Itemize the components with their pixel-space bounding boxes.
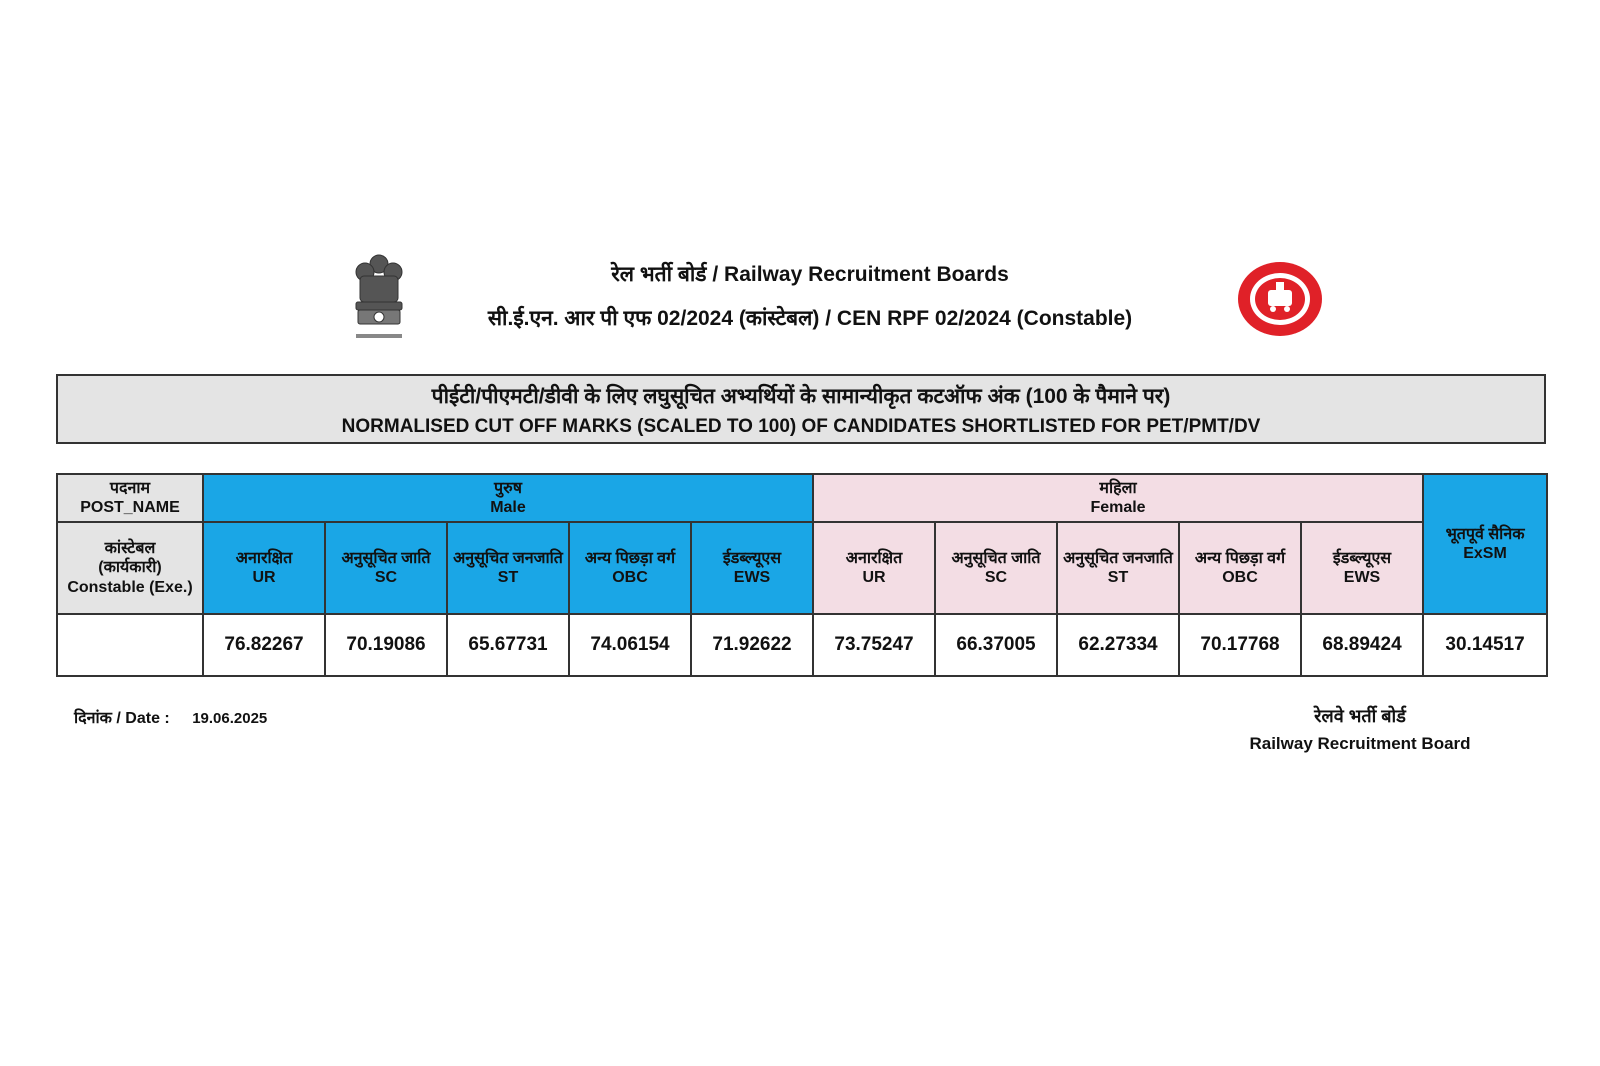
- table-category-header-row: [57, 522, 1547, 614]
- table-group-header-row: [57, 474, 1547, 522]
- category-hindi: अनुसूचित जाति: [951, 549, 1041, 567]
- date-value: 19.06.2025: [192, 710, 268, 727]
- indian-railways-logo-icon: [1236, 260, 1324, 338]
- value-male-ur: 76.82267: [203, 614, 325, 676]
- footer-date: [74, 706, 267, 728]
- value-male-st: 65.67731: [447, 614, 569, 676]
- value-female-ur: 73.75247: [813, 614, 935, 676]
- category-hindi: अनुसूचित जनजाति: [1063, 549, 1173, 567]
- post-header-english: POST_NAME: [80, 499, 180, 516]
- category-english: ST: [1107, 569, 1129, 586]
- female-header-english: Female: [1090, 499, 1146, 516]
- category-english: ST: [497, 569, 519, 586]
- value-female-sc: 66.37005: [935, 614, 1057, 676]
- exsm-header-cell: [1423, 474, 1547, 614]
- date-label: दिनांक / Date :: [74, 710, 170, 727]
- female-category-ews: [1301, 522, 1423, 614]
- header-title-line2: सी.ई.एन. आर पी एफ 02/2024 (कांस्टेबल) / CEN RPF 02/2024 (Constable): [487, 307, 1133, 330]
- empty-post-cell: [57, 614, 203, 676]
- category-english: SC: [984, 569, 1008, 586]
- male-category-ews: [691, 522, 813, 614]
- category-hindi: अन्य पिछड़ा वर्ग: [584, 549, 676, 567]
- document-header: [340, 246, 1320, 346]
- female-category-obc: [1179, 522, 1301, 614]
- value-male-obc: 74.06154: [569, 614, 691, 676]
- female-category-st: [1057, 522, 1179, 614]
- header-title-line1: रेल भर्ती बोर्ड / Railway Recruitment Boards: [611, 263, 1009, 286]
- male-header-english: Male: [490, 499, 526, 516]
- category-hindi: अनारक्षित: [845, 549, 903, 567]
- category-english: UR: [252, 569, 276, 586]
- post-name-cell: [57, 522, 203, 614]
- category-english: EWS: [733, 569, 771, 586]
- category-hindi: अनुसूचित जनजाति: [453, 549, 563, 567]
- post-header-hindi: पदनाम: [109, 479, 151, 497]
- category-english: OBC: [612, 569, 648, 586]
- female-category-sc: [935, 522, 1057, 614]
- value-exsm: 30.14517: [1423, 614, 1547, 676]
- category-english: OBC: [1222, 569, 1258, 586]
- cutoff-title-hindi: पीईटी/पीएमटी/डीवी के लिए लघुसूचित अभ्यर्थियों के सामान्यीकृत कटऑफ अंक (100 के पैमाने पर): [431, 385, 1171, 408]
- post-name-header-cell: [57, 474, 203, 522]
- male-category-sc: [325, 522, 447, 614]
- female-header-hindi: महिला: [1099, 479, 1137, 497]
- category-hindi: अन्य पिछड़ा वर्ग: [1194, 549, 1286, 567]
- value-female-obc: 70.17768: [1179, 614, 1301, 676]
- female-group-header: [813, 474, 1423, 522]
- cutoff-title-english: NORMALISED CUT OFF MARKS (SCALED TO 100) OF CANDIDATES SHORTLISTED FOR PET/PMT/DV: [341, 416, 1261, 437]
- value-male-ews: 71.92622: [691, 614, 813, 676]
- male-category-ur: [203, 522, 325, 614]
- table-row: [57, 614, 1547, 676]
- male-category-st: [447, 522, 569, 614]
- exsm-header-english: ExSM: [1463, 545, 1507, 562]
- category-hindi: अनुसूचित जाति: [341, 549, 431, 567]
- signature-english: Railway Recruitment Board: [1249, 734, 1471, 753]
- exsm-header-hindi: भूतपूर्व सैनिक: [1445, 525, 1525, 543]
- national-emblem-icon: [348, 250, 410, 344]
- cutoff-title-box: [56, 374, 1546, 444]
- male-category-obc: [569, 522, 691, 614]
- category-hindi: अनारक्षित: [235, 549, 293, 567]
- footer-signature: [1220, 704, 1500, 754]
- category-english: EWS: [1343, 569, 1381, 586]
- male-group-header: [203, 474, 813, 522]
- cutoff-marks-table: [56, 473, 1548, 677]
- male-header-hindi: पुरुष: [494, 479, 522, 497]
- post-name-hindi-sub: (कार्यकारी): [98, 559, 162, 577]
- value-female-st: 62.27334: [1057, 614, 1179, 676]
- category-english: SC: [374, 569, 398, 586]
- category-hindi: ईडब्ल्यूएस: [722, 549, 782, 567]
- female-category-ur: [813, 522, 935, 614]
- post-name-hindi: कांस्टेबल: [104, 540, 156, 558]
- value-female-ews: 68.89424: [1301, 614, 1423, 676]
- post-name-english: Constable (Exe.): [67, 578, 193, 596]
- category-hindi: ईडब्ल्यूएस: [1332, 549, 1392, 567]
- category-english: UR: [862, 569, 886, 586]
- signature-hindi: रेलवे भर्ती बोर्ड: [1314, 706, 1406, 726]
- value-male-sc: 70.19086: [325, 614, 447, 676]
